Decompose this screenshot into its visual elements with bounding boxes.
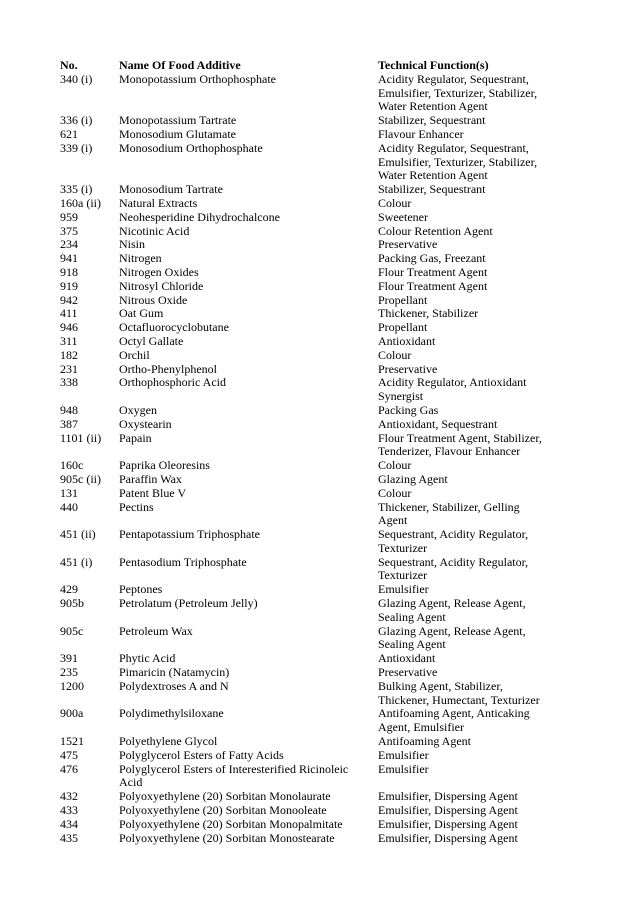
cell-name: Polyglycerol Esters of Fatty Acids [119,747,284,762]
table-row [60,183,548,197]
table-row [60,294,548,308]
cell-no: 946 [60,320,78,335]
table-row [60,832,548,846]
cell-no: 476 [60,761,78,776]
table-row [60,363,548,377]
cell-name: Neohesperidine Dihydrochalcone [119,209,280,224]
cell-function: Emulsifier [378,747,429,762]
cell-no: 475 [60,747,78,762]
food-additive-table [60,59,548,845]
cell-no: 335 (i) [60,182,93,197]
cell-function: Stabilizer, Sequestrant [378,113,486,128]
cell-name: Petroleum Wax [119,623,193,638]
table-row [60,307,548,321]
header-row [60,59,548,73]
cell-no: 375 [60,223,78,238]
cell-no: 1200 [60,678,84,693]
cell-name: Polyoxyethylene (20) Sorbitan Monolaurate [119,789,331,804]
table-row [60,790,548,804]
cell-function: Glazing Agent, Release Agent, Sealing Agent [378,596,526,624]
table-row [60,666,548,680]
cell-function: Antifoaming Agent [378,734,471,749]
cell-name: Polyethylene Glycol [119,734,218,749]
cell-function: Thickener, Stabilizer, Gelling Agent [378,499,520,528]
cell-name: Oxystearin [119,416,172,431]
cell-name: Polydextroses A and N [119,678,229,693]
cell-no: 160a (ii) [60,195,101,210]
cell-no: 905c [60,623,84,638]
table-row [60,652,548,666]
cell-name: Oat Gum [119,306,164,321]
cell-no: 339 (i) [60,140,93,155]
cell-function: Emulsifier, Dispersing Agent [378,803,518,818]
cell-name: Monosodium Glutamate [119,126,236,141]
table-row [60,321,548,335]
cell-function: Emulsifier, Dispersing Agent [378,789,518,804]
cell-function: Packing Gas, Freezant [378,251,486,266]
cell-no: 182 [60,347,78,362]
cell-name: Polyglycerol Esters of Interesterified Ricinoleic Acid [119,761,349,790]
cell-no: 131 [60,485,78,500]
cell-function: Sequestrant, Acidity Regulator, Texturizer [378,554,529,583]
cell-name: Polyoxyethylene (20) Sorbitan Monostearate [119,830,335,845]
cell-function: Preservative [378,237,438,252]
cell-function: Acidity Regulator, Antioxidant Synergist [378,375,527,404]
cell-name: Nitrogen [119,251,162,266]
table-row [60,280,548,294]
cell-name: Nitrous Oxide [119,292,188,307]
cell-no: 1101 (ii) [60,430,102,445]
cell-no: 451 (i) [60,554,93,569]
cell-name: Oxygen [119,402,157,417]
cell-no: 338 [60,375,78,390]
cell-function: Glazing Agent [378,471,448,486]
cell-name: Octyl Gallate [119,333,184,348]
cell-name: Orthophosphoric Acid [119,375,226,390]
table-row [60,128,548,142]
cell-function: Propellant [378,320,428,335]
cell-name: Natural Extracts [119,195,198,210]
table-row [60,459,548,473]
table-row [60,335,548,349]
table-row [60,501,548,529]
table-row [60,73,548,114]
cell-no: 433 [60,803,78,818]
table-row [60,238,548,252]
cell-name: Papain [119,430,152,445]
cell-no: 941 [60,251,78,266]
header-name: Name Of Food Additive [119,58,241,72]
cell-name: Pentasodium Triphosphate [119,554,247,569]
cell-function: Emulsifier [378,582,429,597]
cell-no: 948 [60,402,78,417]
cell-no: 387 [60,416,78,431]
cell-function: Antioxidant, Sequestrant [378,416,498,431]
cell-no: 231 [60,361,78,376]
cell-function: Flavour Enhancer [378,126,464,141]
table-row [60,749,548,763]
table-row [60,197,548,211]
table-row [60,680,548,708]
cell-no: 440 [60,499,78,514]
cell-no: 900a [60,706,84,721]
table-row [60,625,548,653]
cell-name: Polyoxyethylene (20) Sorbitan Monopalmitate [119,816,343,831]
table-row [60,528,548,556]
table-row [60,142,548,183]
cell-function: Bulking Agent, Stabilizer, Thickener, Humectant, Texturizer [378,678,540,707]
table-row [60,266,548,280]
cell-name: Peptones [119,582,163,597]
cell-no: 1521 [60,734,84,749]
cell-name: Ortho-Phenylphenol [119,361,217,376]
table-row [60,763,548,791]
cell-no: 621 [60,126,78,141]
cell-function: Sweetener [378,209,428,224]
cell-no: 234 [60,237,78,252]
cell-name: Paraffin Wax [119,471,182,486]
cell-name: Monopotassium Orthophosphate [119,71,276,86]
cell-function: Antifoaming Agent, Anticaking Agent, Emulsifier [378,706,530,735]
cell-name: Paprika Oleoresins [119,458,210,473]
cell-function: Colour [378,485,412,500]
cell-no: 235 [60,665,78,680]
cell-function: Preservative [378,361,438,376]
cell-function: Emulsifier, Dispersing Agent [378,816,518,831]
cell-name: Nisin [119,237,146,252]
cell-name: Pimaricin (Natamycin) [119,665,230,680]
table-row [60,114,548,128]
table-row [60,252,548,266]
cell-no: 432 [60,789,78,804]
cell-no: 336 (i) [60,113,93,128]
cell-name: Octafluorocyclobutane [119,320,229,335]
cell-no: 451 (ii) [60,527,96,542]
table-row [60,707,548,735]
cell-function: Flour Treatment Agent, Stabilizer, Tenderizer, Flavour Enhancer [378,430,542,459]
header-no: No. [60,58,78,72]
cell-name: Orchil [119,347,150,362]
cell-function: Sequestrant, Acidity Regulator, Texturizer [378,527,529,555]
cell-no: 942 [60,292,78,307]
table-row [60,225,548,239]
table-row [60,735,548,749]
cell-name: Patent Blue V [119,485,187,500]
cell-no: 340 (i) [60,71,93,86]
cell-no: 435 [60,830,78,845]
cell-no: 959 [60,209,78,224]
table-row [60,804,548,818]
cell-no: 919 [60,278,78,293]
cell-name: Nitrogen Oxides [119,264,199,279]
table-row [60,404,548,418]
cell-function: Propellant [378,292,428,307]
cell-function: Packing Gas [378,402,439,417]
table-row [60,597,548,625]
table-row [60,376,548,404]
cell-name: Pentapotassium Triphosphate [119,527,261,542]
cell-name: Petrolatum (Petroleum Jelly) [119,596,258,611]
table-row [60,211,548,225]
cell-function: Acidity Regulator, Sequestrant, Emulsifier, Texturizer, Stabilizer, Water Retention Agent [378,71,538,114]
cell-function: Colour [378,347,412,362]
table-row [60,556,548,584]
cell-function: Preservative [378,665,438,680]
cell-function: Glazing Agent, Release Agent, Sealing Agent [378,623,526,652]
table-body [60,73,548,846]
cell-no: 918 [60,264,78,279]
cell-name: Nicotinic Acid [119,223,190,238]
cell-no: 160c [60,458,84,473]
cell-function: Colour [378,458,412,473]
cell-function: Colour Retention Agent [378,223,493,238]
cell-function: Emulsifier [378,761,429,776]
cell-name: Phytic Acid [119,651,176,666]
header-function: Technical Function(s) [378,58,489,72]
cell-no: 391 [60,651,78,666]
cell-name: Nitrosyl Chloride [119,278,204,293]
cell-function: Emulsifier, Dispersing Agent [378,830,518,845]
cell-function: Flour Treatment Agent [378,264,488,279]
table-row [60,432,548,460]
table-row [60,487,548,501]
cell-function: Thickener, Stabilizer [378,306,479,321]
table-row [60,418,548,432]
cell-function: Colour [378,195,412,210]
cell-function: Antioxidant [378,333,436,348]
cell-no: 434 [60,816,78,831]
cell-name: Monopotassium Tartrate [119,113,237,128]
table-row [60,349,548,363]
cell-no: 429 [60,582,78,597]
cell-function: Flour Treatment Agent [378,278,488,293]
cell-name: Monosodium Orthophosphate [119,140,263,155]
cell-name: Monosodium Tartrate [119,182,223,197]
cell-function: Acidity Regulator, Sequestrant, Emulsifier, Texturizer, Stabilizer, Water Retention Agent [378,140,538,183]
cell-no: 311 [60,333,78,348]
table-row [60,818,548,832]
table-row [60,473,548,487]
cell-name: Polydimethylsiloxane [119,706,224,721]
cell-name: Polyoxyethylene (20) Sorbitan Monooleate [119,803,327,818]
cell-no: 905b [60,596,84,611]
cell-function: Stabilizer, Sequestrant [378,182,486,197]
cell-no: 411 [60,306,78,321]
cell-name: Pectins [119,499,154,514]
table-row [60,583,548,597]
cell-function: Antioxidant [378,651,436,666]
cell-no: 905c (ii) [60,471,101,486]
